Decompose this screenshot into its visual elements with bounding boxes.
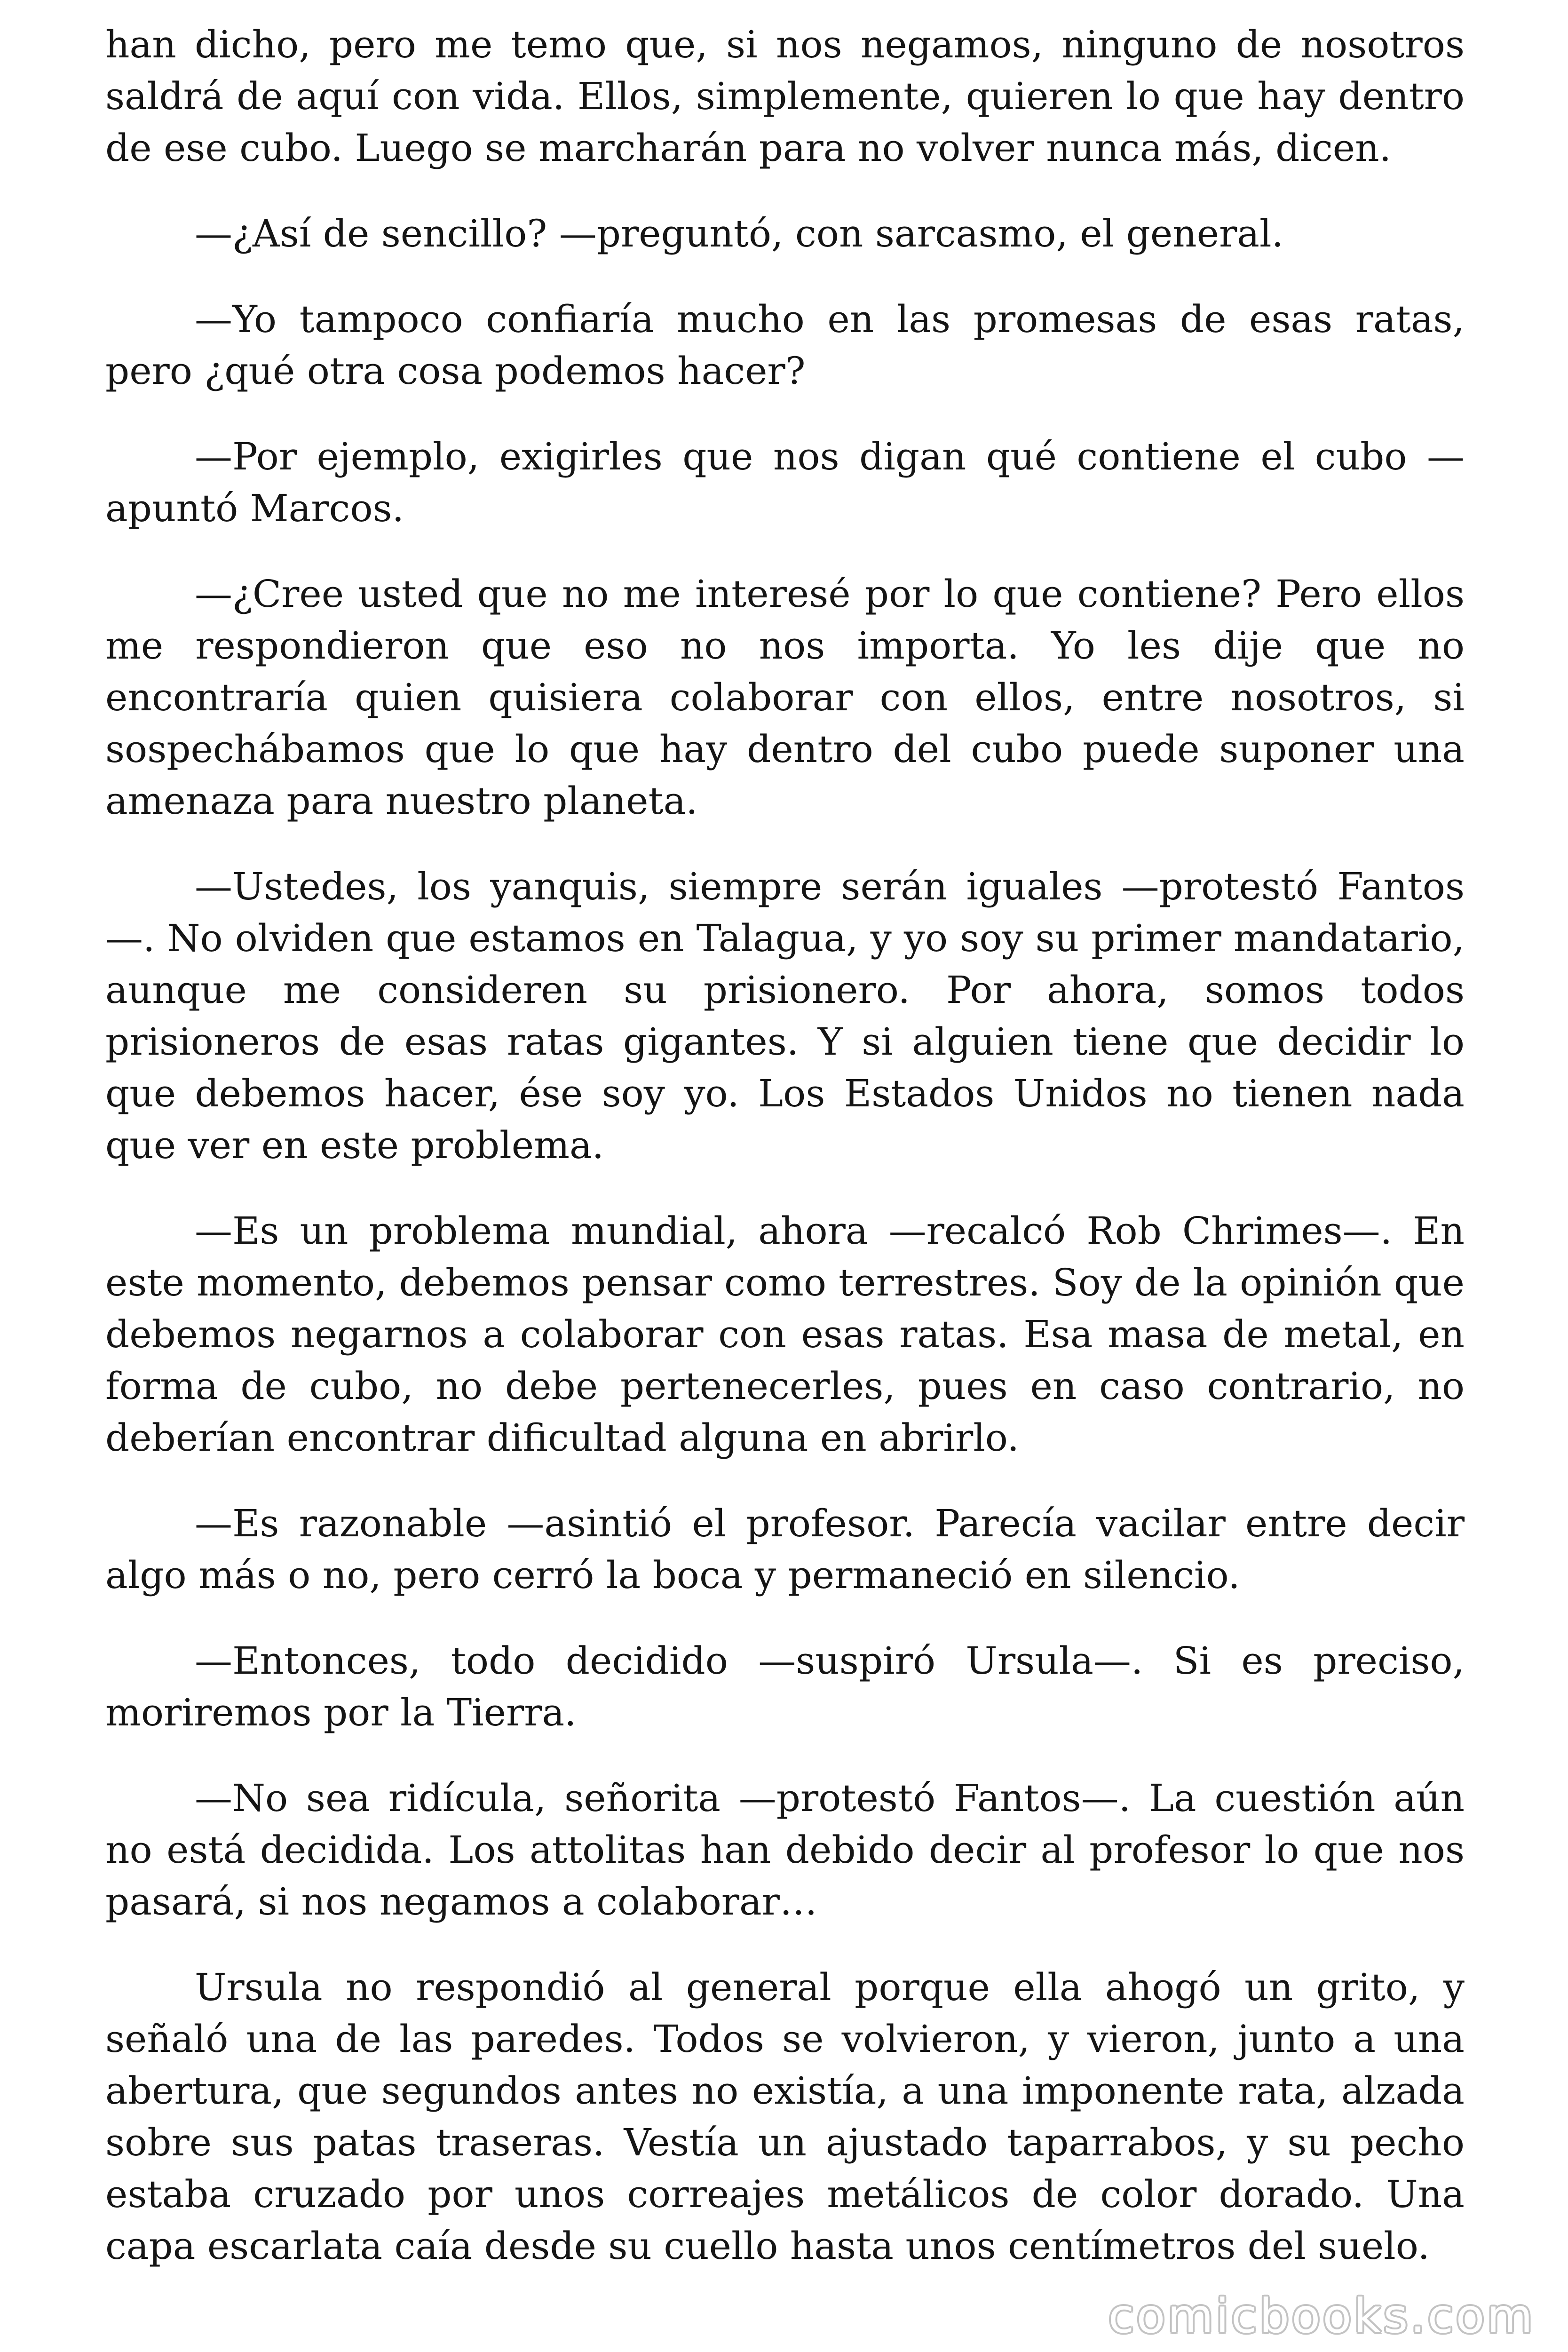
paragraph: —¿Así de sencillo? —preguntó, con sarcasmo, el general. [195,212,1283,255]
paragraph: —¿Cree usted que no me interesé por lo que contiene? Pero ellos me respondieron que eso no nos importa. Yo les dije que no encontraría quien quisiera colaborar con ellos, entre nosotros, si sospechábamos que lo que hay dentro del cubo puede suponer una amenaza para nuestro planeta. [105,572,1465,823]
paragraph: —Es un problema mundial, ahora —recalcó Rob Chrimes—. En este momento, debemos pensar como terrestres. Soy de la opinión que debemos negarnos a colaborar con esas ratas. Esa masa de metal, en forma de cubo, no debe pertenecerles, pues en caso contrario, no deberían encontrar dificultad alguna en abrirlo. [105,1209,1465,1460]
page-text-body [105,19,1465,2272]
paragraph: han dicho, pero me temo que, si nos negamos, ninguno de nosotros saldrá de aquí con vida. Ellos, simplemente, quieren lo que hay dentro de ese cubo. Luego se marcharán para no volver nunca más, dicen. [105,23,1465,170]
paragraph: —Ustedes, los yanquis, siempre serán iguales —protestó Fantos—. No olviden que estamos en Talagua, y yo soy su primer mandatario, aunque me consideren su prisionero. Por ahora, somos todos prisioneros de esas ratas gigantes. Y si alguien tiene que decidir lo que debemos hacer, ése soy yo. Los Estados Unidos no tienen nada que ver en este problema. [105,865,1465,1167]
paragraph: —Por ejemplo, exigirles que nos digan qué contiene el cubo —apuntó Marcos. [105,435,1465,530]
paragraph: —Es razonable —asintió el profesor. Parecía vacilar entre decir algo más o no, pero cerró la boca y permaneció en silencio. [105,1502,1465,1597]
paragraph: —Entonces, todo decidido —suspiró Ursula—. Si es preciso, moriremos por la Tierra. [105,1639,1465,1734]
watermark: comicbooks.com [1108,2288,1535,2344]
paragraph: —Yo tampoco confiaría mucho en las promesas de esas ratas, pero ¿qué otra cosa podemos hacer? [105,297,1465,393]
paragraph: Ursula no respondió al general porque ella ahogó un grito, y señaló una de las paredes. Todos se volvieron, y vieron, junto a una abertura, que segundos antes no existía, a una imponente rata, alzada sobre sus patas traseras. Vestía un ajustado taparrabos, y su pecho estaba cruzado por unos correajes metálicos de color dorado. Una capa escarlata caía desde su cuello hasta unos centímetros del suelo. [105,1965,1465,2268]
paragraph: —No sea ridícula, señorita —protestó Fantos—. La cuestión aún no está decidida. Los attolitas han debido decir al profesor lo que nos pasará, si nos negamos a colaborar… [105,1776,1465,1923]
